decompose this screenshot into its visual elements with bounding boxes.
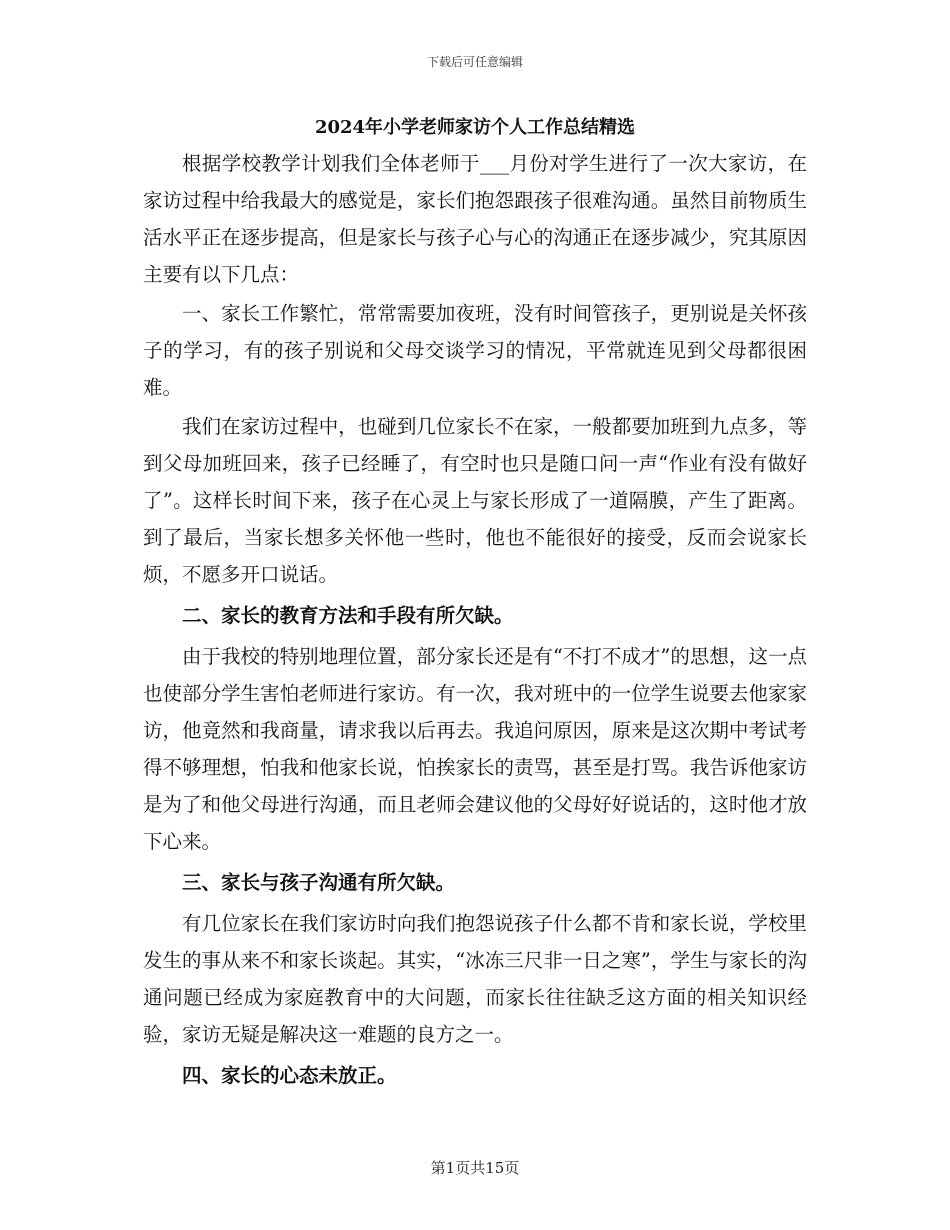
- paragraph-point-one: 一、家长工作繁忙，常常需要加夜班，没有时间管孩子，更别说是关怀孩子的学习，有的孩子别说和父母交谈学习的情况，平常就连见到父母都很困难。: [143, 302, 807, 399]
- page-number-footer: 第1页共15页: [430, 1159, 520, 1177]
- document-title: 2024年小学老师家访个人工作总结精选: [314, 117, 636, 138]
- section-heading-two: 二、家长的教育方法和手段有所欠缺。: [182, 604, 514, 627]
- section-heading-three: 三、家长与孩子沟通有所欠缺。: [182, 871, 456, 894]
- header-note: 下载后可任意编辑: [426, 55, 523, 69]
- paragraph-intro: 根据学校教学计划我们全体老师于___月份对学生进行了一次大家访，在家访过程中给我最大的感觉是，家长们抱怨跟孩子很难沟通。虽然目前物质生活水平正在逐步提高，但是家长与孩子心与心的沟通正在逐步减少，究其原因主要有以下几点：: [143, 152, 807, 286]
- section-heading-four: 四、家长的心态未放正。: [182, 1064, 397, 1087]
- document-body: [143, 145, 807, 1098]
- paragraph-point-two-detail: 由于我校的特别地理位置，部分家长还是有“不打不成才”的思想，这一点也使部分学生害怕老师进行家访。有一次，我对班中的一位学生说要去他家家访，他竟然和我商量，请求我以后再去。我追问原因，原来是这次期中考试考得不够理想，怕我和他家长说，怕挨家长的责骂，甚至是打骂。我告诉他家访是为了和他父母进行沟通，而且老师会建议他的父母好好说话的，这时他才放下心来。: [143, 645, 807, 853]
- paragraph-point-three-detail: 有几位家长在我们家访时向我们抱怨说孩子什么都不肯和家长说，学校里发生的事从来不和家长谈起。其实，“冰冻三尺非一日之寒”，学生与家长的沟通问题已经成为家庭教育中的大问题，而家长往往缺乏这方面的相关知识经验，家访无疑是解决这一难题的良方之一。: [143, 912, 807, 1046]
- paragraph-point-one-detail: 我们在家访过程中，也碰到几位家长不在家，一般都要加班到九点多，等到父母加班回来，孩子已经睡了，有空时也只是随口问一声“作业有没有做好了”。这样长时间下来，孩子在心灵上与家长形成了一道隔膜，产生了距离。到了最后，当家长想多关怀他一些时，他也不能很好的接受，反而会说家长烦，不愿多开口说话。: [143, 415, 807, 586]
